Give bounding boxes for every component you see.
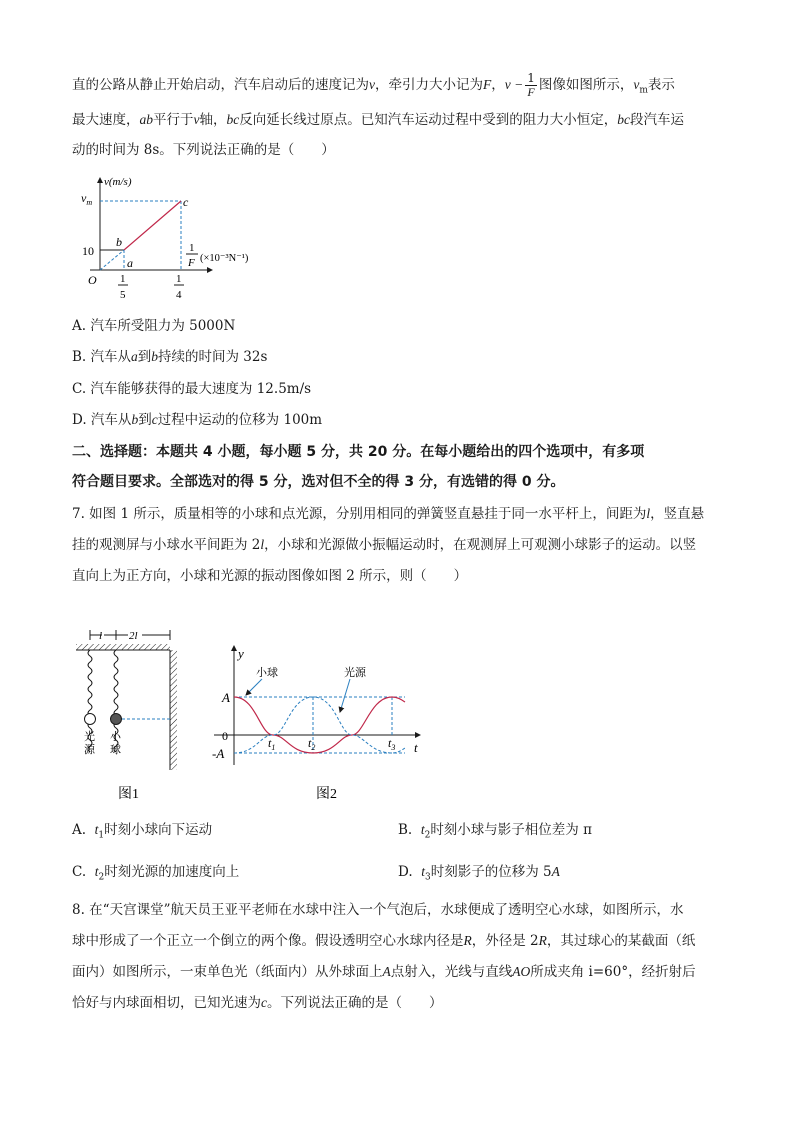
x-axis-num: 1 [189, 242, 195, 254]
q7-text: ，竖直悬 [650, 506, 705, 522]
var-R: R [538, 933, 547, 948]
var-t: t [421, 864, 425, 879]
var-t: t [420, 822, 425, 837]
ball-curve [234, 697, 405, 753]
q6-text: 表示 [647, 77, 675, 93]
bc-extension-dashed [100, 250, 124, 270]
var-ab: ab [139, 112, 153, 127]
q7-figure-1 [70, 622, 190, 807]
point-a: a [127, 256, 133, 270]
tick1-num: 1 [120, 273, 126, 285]
frac-num: 1 [527, 71, 535, 85]
q6-text: 平行于 [153, 112, 194, 128]
small-ball [111, 714, 122, 725]
t-label: t [414, 740, 418, 755]
var-c: c [151, 412, 158, 427]
q6-option-C[interactable]: C. 汽车能够获得的最大速度为 12.5m/s [72, 381, 312, 397]
tick2-den: 4 [176, 289, 182, 301]
bc-segment [124, 201, 181, 250]
var-b: b [151, 349, 159, 364]
var-c: c [261, 995, 267, 1010]
var-A: A [382, 964, 391, 979]
var-AO: AO [512, 964, 531, 979]
opt-text: 时刻小球向下运动 [104, 822, 213, 838]
x-axis-den: F [188, 257, 195, 269]
var-t: t [94, 864, 99, 879]
q7-text: ，小球和光源做小振幅运动时，在观测屏上可观测小球影子的运动。以竖 [264, 537, 697, 553]
opt-text: 时刻光源的加速度向上 [104, 864, 240, 880]
q7-line-2 [72, 535, 696, 555]
var-vm: v [633, 77, 640, 92]
q7-option-B[interactable] [398, 820, 592, 846]
opt-text: 时刻影子的位移为 5 [430, 864, 552, 880]
var-bc: bc [617, 112, 630, 127]
q7-text: 挂的观测屏与小球水平间距为 2 [72, 537, 261, 553]
y-label: y [238, 646, 244, 661]
var-a: a [131, 349, 138, 364]
origin-label: O [88, 273, 97, 287]
opt-text: 时刻小球与影子相位差为 π [430, 822, 592, 838]
var-vm-sub: m [639, 85, 648, 96]
var-F: F [483, 77, 492, 92]
opt-text: A. [72, 822, 87, 838]
dim-l-label: l [99, 630, 103, 642]
var-sub: 1 [98, 830, 105, 841]
opt-text: D. 汽车从 [72, 412, 132, 428]
t1-label: $t_1$ [268, 736, 276, 752]
q7-option-D[interactable] [398, 862, 560, 888]
q8-text: 所成夹角 i=60°，经折射后 [530, 964, 696, 980]
section2-heading-2: 符合题目要求。全部选对的得 5 分，选对但不全的得 3 分，有选错的得 0 分。 [72, 474, 565, 490]
t2-label: $t_2$ [308, 736, 316, 752]
ball-label-1: 小 [110, 731, 121, 743]
ball-label-2: 球 [110, 744, 121, 756]
zero-label: 0 [222, 729, 228, 743]
opt-text: 到 [137, 349, 152, 365]
opt-text: 到 [138, 412, 152, 428]
q6-velocity-graph [72, 172, 272, 302]
q6-line-1 [72, 72, 675, 101]
q6-text: 图像如图所示， [538, 77, 634, 93]
q6-text: ，牵引力大小记为 [375, 77, 483, 93]
var-sub: 2 [98, 872, 105, 883]
neg-amplitude-label: -A [212, 746, 225, 761]
q6-option-A[interactable]: A. 汽车所受阻力为 5000N [72, 318, 236, 334]
tick1-den: 5 [120, 289, 126, 301]
q7-text: 7. 如图 1 所示，质量相等的小球和点光源，分别用相同的弹簧竖直悬挂于同一水平杆上，间距为 [72, 506, 647, 522]
opt-text: 过程中运动的位移为 100m [157, 412, 323, 428]
var-A: A [551, 864, 560, 879]
q6-line-3: 动的时间为 8s。下列说法正确的是（ ） [72, 142, 335, 158]
q8-line-3 [72, 962, 696, 982]
point-b: b [116, 235, 122, 249]
q8-text: 球中形成了一个正立一个倒立的两个像。假设透明空心水球内径是 [72, 933, 464, 949]
y-axis-label: v(m/s) [104, 176, 132, 188]
q8-text: 恰好与内球面相切，已知光速为 [72, 995, 261, 1011]
var-bc: bc [226, 112, 240, 127]
var-sub: 2 [424, 830, 431, 841]
opt-text: B. 汽车从 [72, 349, 132, 365]
observation-screen [170, 650, 177, 770]
var-b: b [131, 412, 139, 427]
var-v: v [369, 77, 375, 92]
q6-text: 段汽车运 [630, 112, 684, 128]
light-source [85, 714, 96, 725]
var-v-dash: v − [504, 77, 524, 92]
q6-text: 直的公路从静止开始启动，汽车启动后的速度记为 [72, 77, 369, 93]
var-l: l [260, 537, 265, 552]
q8-line-2 [72, 931, 695, 951]
figure-1-caption: 图1 [118, 787, 139, 802]
q8-text: 。下列说法正确的是（ ） [267, 995, 443, 1011]
q8-line-1: 8. 在“天宫课堂”航天员王亚平老师在水球中注入一个气泡后，水球便成了透明空心水球，如图所示，水 [72, 902, 684, 918]
q8-text: 面内）如图所示，一束单色光（纸面内）从外球面上 [72, 964, 383, 980]
var-v: v [193, 112, 200, 127]
q6-text: 反向延长线过原点。已知汽车运动过程中受到的阻力大小恒定， [239, 112, 618, 128]
q8-text: ，外径是 2 [471, 933, 539, 949]
q7-option-C[interactable] [72, 862, 239, 888]
amplitude-label: A [222, 690, 230, 705]
q7-figure-2 [210, 640, 430, 810]
ten-label: 10 [82, 244, 94, 258]
dim-2l-label: 2l [129, 630, 138, 642]
var-l: l [646, 506, 651, 521]
light-pointer [340, 679, 350, 712]
light-label-2: 源 [84, 744, 95, 756]
var-sub: 3 [425, 872, 431, 883]
point-c: c [183, 195, 189, 209]
frac-den: F [527, 85, 535, 99]
q6-text: ， [491, 77, 505, 93]
q8-text: 点射入，光线与直线 [390, 964, 513, 980]
q6-text: 最大速度， [72, 112, 140, 128]
opt-text: B. [398, 822, 413, 838]
light-curve [234, 697, 405, 753]
opt-text: 持续的时间为 32s [158, 349, 268, 365]
section2-heading-1: 二、选择题：本题共 4 小题，每小题 5 分，共 20 分。在每小题给出的四个选项中，有多项 [72, 444, 645, 460]
q6-text: 轴， [199, 112, 227, 128]
t3-label: $t_3$ [388, 736, 396, 752]
opt-text: C. [72, 864, 87, 880]
var-R: R [463, 933, 472, 948]
var-t: t [94, 822, 99, 837]
ceiling-bar [76, 644, 170, 650]
frac-1-over-F [525, 72, 537, 99]
ball-curve-label: 小球 [256, 667, 278, 679]
figure-2-caption: 图2 [316, 787, 337, 802]
vm-label: $v_m$ [81, 191, 93, 207]
q8-line-4 [72, 993, 443, 1013]
q7-line-3: 直向上为正方向，小球和光源的振动图像如图 2 所示，则（ ） [72, 568, 468, 584]
light-curve-label: 光源 [344, 667, 366, 679]
q8-text: ，其过球心的某截面（纸 [546, 933, 696, 949]
opt-text: D. [398, 864, 413, 880]
light-label-1: 光 [84, 731, 95, 743]
q6-option-D[interactable] [72, 410, 322, 430]
q6-line-2 [72, 110, 684, 130]
ball-pointer [246, 679, 262, 695]
x-axis-unit: (×10⁻³N⁻¹) [200, 253, 249, 264]
q7-option-A[interactable] [72, 820, 212, 846]
tick2-num: 1 [176, 273, 182, 285]
q6-option-B[interactable] [72, 347, 267, 367]
q7-line-1 [72, 504, 704, 524]
